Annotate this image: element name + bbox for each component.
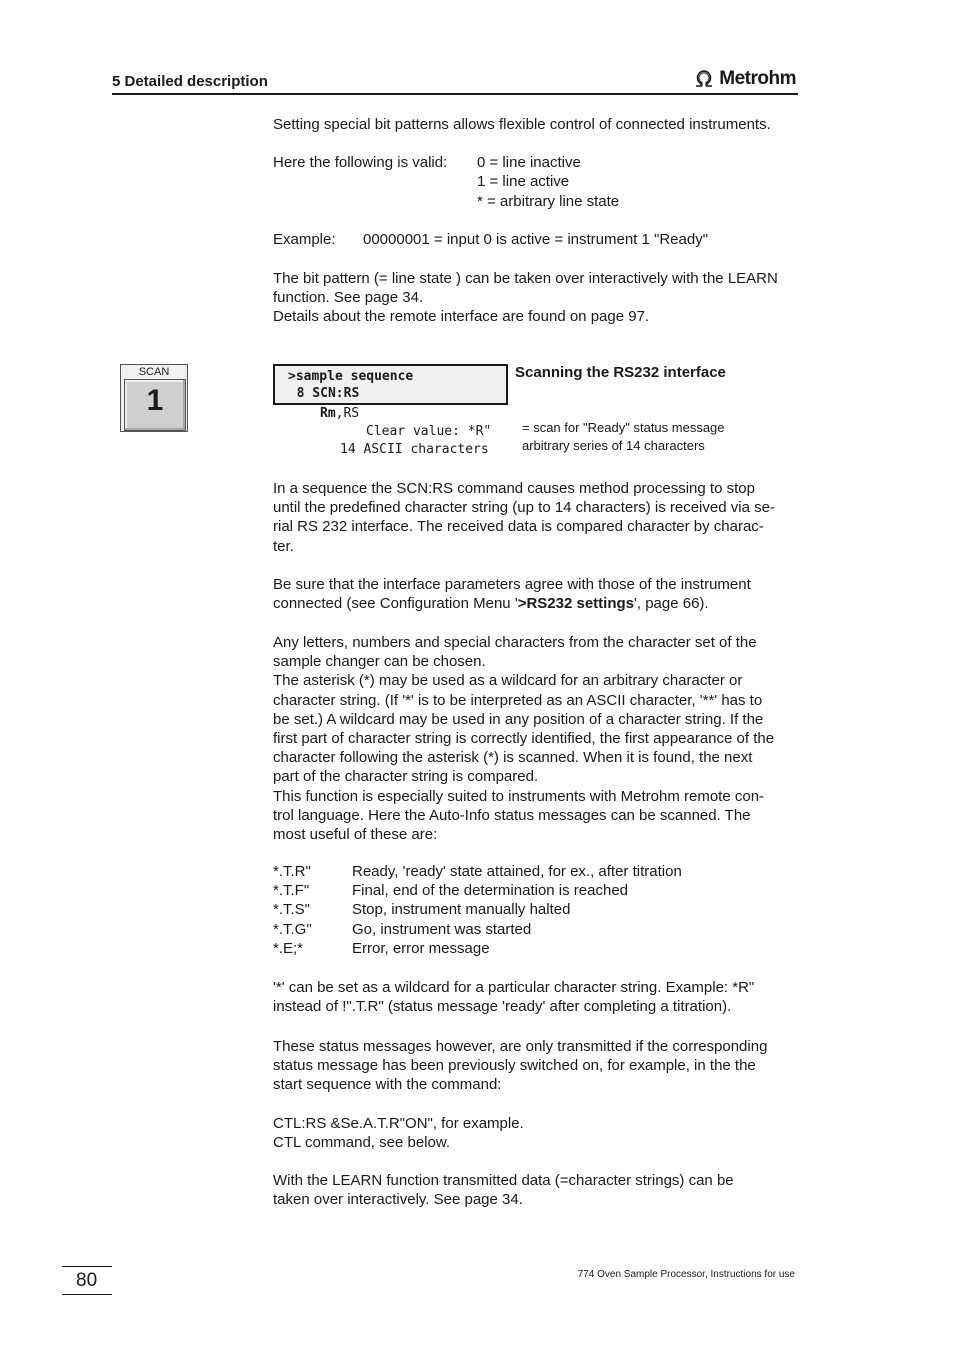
explanation-line: = scan for "Ready" status message [522, 420, 725, 435]
status-code: *.T.R" [273, 863, 311, 880]
body-line: ter. [273, 537, 294, 555]
instrument-display [273, 364, 508, 405]
body-line: sample changer can be chosen. [273, 653, 486, 671]
menu-reference: >RS232 settings [517, 595, 634, 613]
body-line: start sequence with the command: [273, 1076, 502, 1094]
valid-item: 0 = line inactive [477, 154, 581, 171]
body-line: Be sure that the interface parameters agree with those of the instrument [273, 576, 751, 593]
page-number: 80 [76, 1270, 98, 1291]
valid-label: Here the following is valid: [273, 154, 448, 171]
body-paragraph [273, 1114, 524, 1152]
body-line: CTL:RS &Se.A.T.R"ON", for example. [273, 1115, 524, 1132]
body-line: taken over interactively. See page 34. [273, 1191, 523, 1209]
status-description: Error, error message [352, 940, 490, 957]
footer-divider [62, 1266, 112, 1267]
body-line: rial RS 232 interface. The received data is compared character by charac- [273, 518, 764, 536]
footer-divider [62, 1294, 112, 1295]
body-line: Any letters, numbers and special characters from the character set of the [273, 634, 757, 651]
body-line: These status messages however, are only transmitted if the corresponding [273, 1038, 768, 1055]
body-line: instead of !".T.R" (status message 'ready' after completing a titration). [273, 998, 732, 1016]
body-paragraph [273, 575, 751, 613]
status-description: Go, instrument was started [352, 921, 532, 938]
body-text: connected (see Configuration Menu ' [273, 595, 518, 613]
header-divider [112, 93, 798, 95]
body-paragraph [273, 1171, 734, 1209]
command-parameter-line: 14 ASCII characters [340, 442, 489, 457]
body-paragraph [273, 978, 754, 1016]
display-line: >sample sequence [288, 369, 414, 384]
status-description: Final, end of the determination is reached [352, 882, 628, 899]
status-description: Stop, instrument manually halted [352, 901, 571, 918]
command-param-rest: ,RS [335, 406, 360, 421]
body-line: character following the asterisk (*) is scanned. When it is found, the next [273, 749, 753, 767]
body-paragraph [273, 479, 775, 556]
body-line: first part of character string is correctly identified, the first appearance of the [273, 730, 775, 748]
command-explanation [522, 419, 725, 454]
body-line: trol language. Here the Auto-Info status messages can be scanned. The [273, 806, 751, 824]
section-title: Scanning the RS232 interface [515, 364, 726, 381]
logo-text: Metrohm [719, 68, 796, 89]
body-line: part of the character string is compared. [273, 768, 539, 786]
valid-item: * = arbitrary line state [477, 193, 620, 210]
body-line: status message has been previously switched on, for example, in the the [273, 1057, 756, 1075]
document-title: 774 Oven Sample Processor, Instructions for use [577, 1269, 795, 1280]
intro-paragraph-line: The bit pattern (= line state ) can be taken over interactively with the LEARN [273, 270, 778, 287]
scan-key-label: SCAN [138, 366, 170, 378]
status-code: *.T.G" [273, 921, 312, 938]
body-line: '*' can be set as a wildcard for a particular character string. Example: *R" [273, 979, 755, 996]
status-description: Ready, 'ready' state attained, for ex., after titration [352, 863, 682, 880]
body-line: This function is especially suited to instruments with Metrohm remote con- [273, 787, 765, 805]
body-line: In a sequence the SCN:RS command causes method processing to stop [273, 480, 755, 497]
scan-key-icon [120, 364, 188, 432]
display-line: 8 SCN:RS [281, 386, 360, 401]
status-code: *.T.S" [273, 901, 311, 918]
status-code: *.T.F" [273, 882, 310, 899]
status-code: *.E;* [273, 940, 304, 957]
intro-paragraph-line: function. See page 34. [273, 289, 424, 306]
page-header [112, 70, 798, 96]
section-heading: 5 Detailed description [112, 73, 268, 90]
body-line: character string. (If '*' is to be interpreted as an ASCII character, '**' has to [273, 691, 763, 709]
metrohm-logo [693, 68, 796, 90]
intro-paragraph-line: Details about the remote interface are found on page 97. [273, 308, 650, 325]
command-parameter-line: Clear value: *R" [366, 424, 492, 439]
body-paragraph [273, 633, 774, 844]
valid-item: 1 = line active [477, 173, 570, 190]
command-parameter-line [320, 406, 359, 421]
body-line: With the LEARN function transmitted data (=character strings) can be [273, 1172, 734, 1189]
body-paragraph [273, 1037, 767, 1095]
body-line: most useful of these are: [273, 826, 438, 844]
command-param-bold: Rm [320, 406, 336, 421]
scan-key-face [124, 379, 186, 431]
body-line: until the predefined character string (up to 14 characters) is received via se- [273, 499, 775, 517]
intro-paragraph: Setting special bit patterns allows flexible control of connected instruments. [273, 116, 771, 133]
explanation-line: arbitrary series of 14 characters [522, 437, 705, 453]
scan-key-digit: 1 [146, 384, 164, 417]
omega-icon [693, 70, 715, 88]
body-text: ', page 66). [634, 595, 709, 613]
example-label: Example: [273, 231, 336, 248]
example-text: 00000001 = input 0 is active = instrument 1 "Ready" [363, 231, 709, 248]
body-line: be set.) A wildcard may be used in any position of a character string. If the [273, 710, 764, 728]
body-line: CTL command, see below. [273, 1134, 451, 1152]
body-line [273, 594, 751, 613]
body-line: The asterisk (*) may be used as a wildcard for an arbitrary character or [273, 672, 743, 690]
